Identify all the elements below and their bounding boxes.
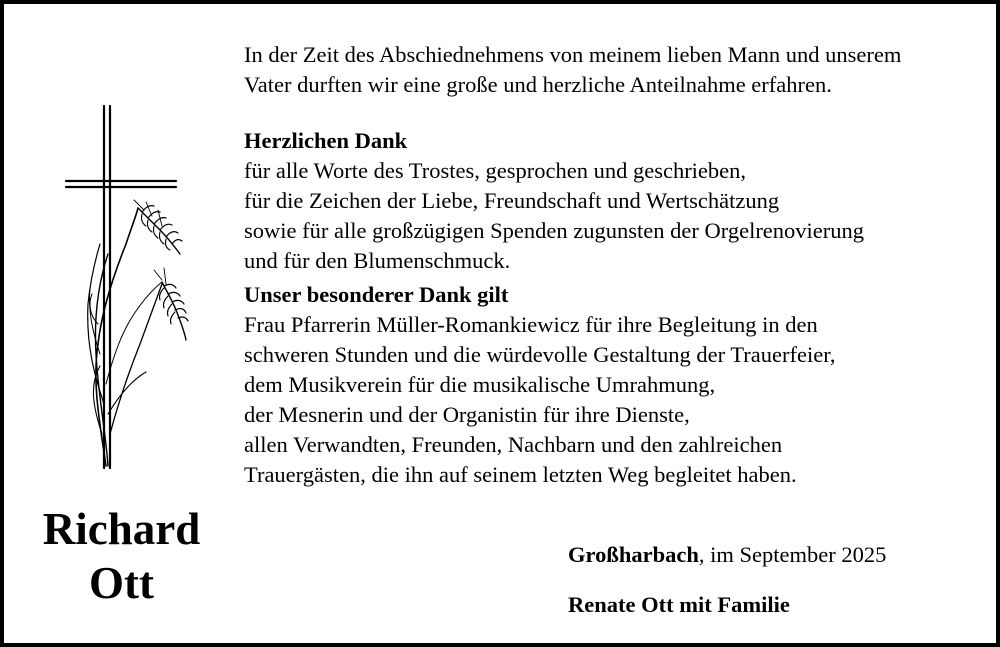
last-name: Ott — [89, 558, 154, 608]
thanks-line: für die Zeichen der Liebe, Freundschaft und Wertschätzung — [244, 188, 780, 213]
special-thanks-heading: Unser besonderer Dank gilt — [244, 282, 509, 307]
first-name: Richard — [42, 504, 201, 554]
special-thanks-line: der Mesnerin und der Organistin für ihre Dienste, — [244, 402, 690, 427]
intro-line: Vater durften wir eine große und herzliche Anteilnahme erfahren. — [244, 72, 832, 97]
place-date-line — [568, 540, 988, 570]
special-thanks-line: dem Musikverein für die musikalische Umrahmung, — [244, 372, 716, 397]
intro-paragraph — [244, 40, 994, 100]
date-text: , im September 2025 — [698, 542, 887, 567]
thanks-line: sowie für alle großzügigen Spenden zugunsten der Orgelrenovierung — [244, 218, 865, 243]
thanks-line: und für den Blumenschmuck. — [244, 248, 511, 273]
special-thanks-line: Frau Pfarrerin Müller-Romankiewicz für ihre Begleitung in den — [244, 312, 818, 337]
special-thanks-line: allen Verwandten, Freunden, Nachbarn und den zahlreichen — [244, 432, 783, 457]
thanks-line: für alle Worte des Trostes, gesprochen und geschrieben, — [244, 158, 747, 183]
thanks-paragraph — [244, 126, 994, 276]
special-thanks-line: schweren Stunden und die würdevolle Gestaltung der Trauerfeier, — [244, 342, 836, 367]
place-name: Großharbach — [568, 542, 699, 567]
message-body — [244, 40, 994, 490]
intro-line: In der Zeit des Abschiednehmens von meinem lieben Mann und unserem — [244, 42, 902, 67]
thanks-heading: Herzlichen Dank — [244, 128, 408, 153]
special-thanks-line: Trauergästen, die ihn auf seinem letzten Weg begleitet haben. — [244, 462, 797, 487]
cross-with-wheat-icon — [62, 104, 192, 474]
deceased-name — [24, 502, 219, 610]
special-thanks-paragraph — [244, 280, 994, 490]
family-signature: Renate Ott mit Familie — [568, 592, 790, 617]
signature-block — [568, 540, 988, 620]
